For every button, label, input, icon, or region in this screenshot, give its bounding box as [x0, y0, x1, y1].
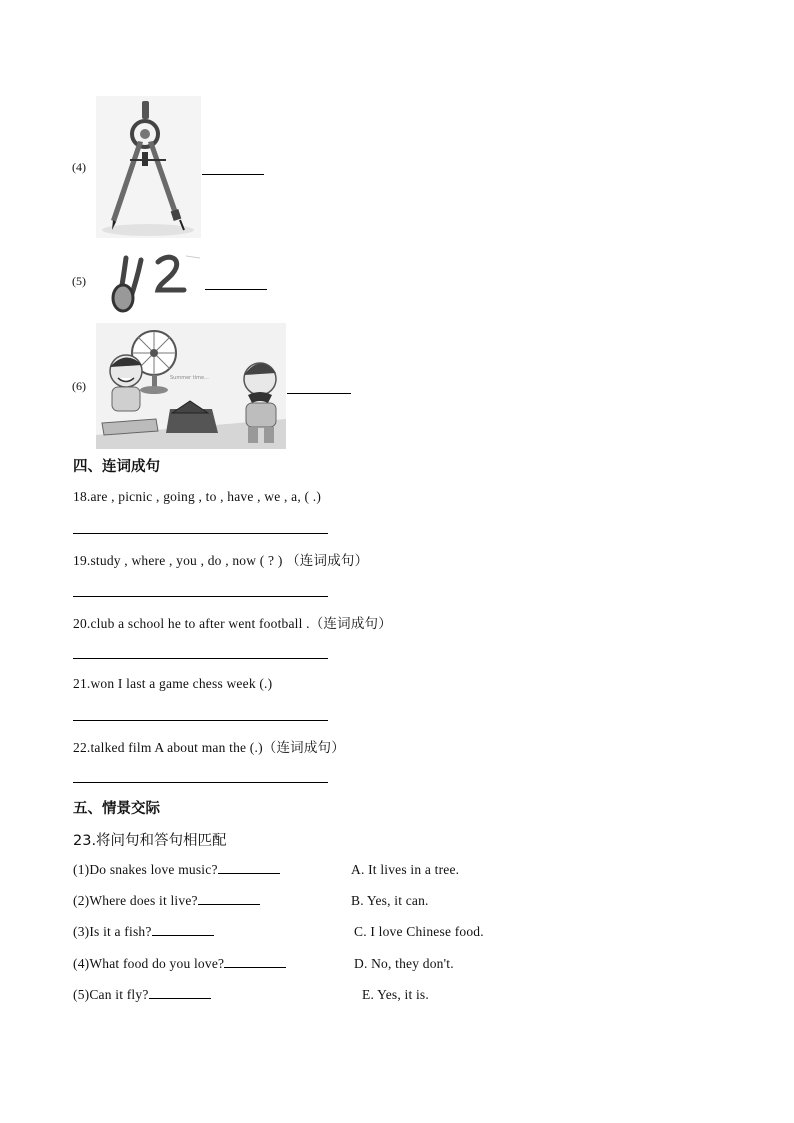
match-question-5-text: (5)Can it fly?	[73, 987, 149, 1002]
section-5-title: 五、情景交际	[73, 801, 160, 817]
section-4-title: 四、连词成句	[73, 459, 160, 475]
scribble-image	[96, 248, 202, 314]
match-1-answer-blank[interactable]	[218, 862, 280, 874]
item-6-answer-blank[interactable]	[287, 393, 351, 394]
match-answer-b: B. Yes, it can.	[351, 893, 429, 908]
match-answer-c: C. I love Chinese food.	[354, 924, 484, 939]
match-answer-e: E. Yes, it is.	[362, 987, 429, 1002]
question-22-answer-line[interactable]	[73, 782, 328, 783]
match-2-answer-blank[interactable]	[198, 893, 260, 905]
match-3-answer-blank[interactable]	[152, 924, 214, 936]
match-question-2	[73, 893, 260, 909]
item-5-answer-blank[interactable]	[205, 289, 267, 290]
match-question-2-text: (2)Where does it live?	[73, 893, 198, 908]
compass-image	[96, 96, 201, 238]
match-question-5	[73, 987, 211, 1003]
match-question-1	[73, 862, 280, 878]
question-19: 19.study , where , you , do , now ( ? ) （连词成句）	[73, 553, 369, 568]
match-5-answer-blank[interactable]	[149, 987, 211, 999]
image-caption-text: Summer time...	[170, 375, 209, 381]
match-answer-d: D. No, they don't.	[354, 956, 454, 971]
question-22: 22.talked film A about man the (.)（连词成句）	[73, 740, 345, 755]
match-question-3-text: (3)Is it a fish?	[73, 924, 152, 939]
match-answer-a: A. It lives in a tree.	[351, 862, 460, 877]
item-6-label: (6)	[72, 379, 86, 393]
match-question-3	[73, 924, 214, 940]
question-18: 18.are , picnic , going , to , have , we , a, ( .)	[73, 489, 322, 504]
question-23: 23.将问句和答句相匹配	[73, 833, 227, 849]
question-19-answer-line[interactable]	[73, 596, 328, 597]
item-4-answer-blank[interactable]	[202, 174, 264, 175]
question-18-answer-line[interactable]	[73, 533, 328, 534]
item-4-label: (4)	[72, 160, 86, 174]
watermelon-boys-image	[96, 323, 286, 449]
match-question-1-text: (1)Do snakes love music?	[73, 862, 218, 877]
match-4-answer-blank[interactable]	[224, 956, 286, 968]
match-question-4	[73, 956, 286, 972]
item-5-label: (5)	[72, 274, 86, 288]
question-21-answer-line[interactable]	[73, 720, 328, 721]
question-20: 20.club a school he to after went football .（连词成句）	[73, 616, 392, 631]
match-question-4-text: (4)What food do you love?	[73, 956, 225, 971]
question-20-answer-line[interactable]	[73, 658, 328, 659]
question-21: 21.won I last a game chess week (.)	[73, 676, 273, 691]
